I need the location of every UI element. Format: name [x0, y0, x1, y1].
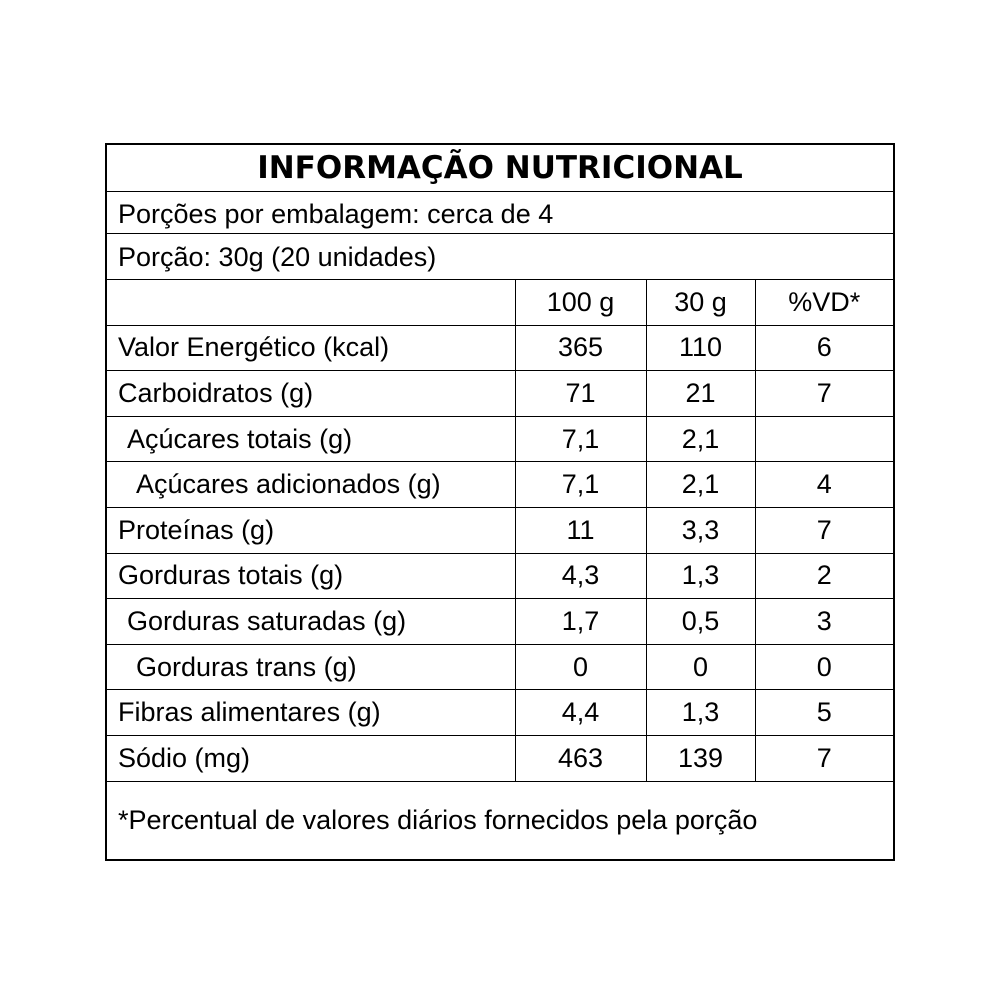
- nutrition-facts-label: [105, 143, 895, 861]
- table-row: [107, 507, 893, 553]
- daily-value-percent: 2: [755, 553, 893, 599]
- value-per-portion: 0,5: [646, 599, 755, 645]
- nutrient-name: Sódio (mg): [107, 735, 515, 781]
- value-per-100g: 11: [515, 507, 646, 553]
- nutrient-name: Gorduras saturadas (g): [107, 599, 515, 645]
- value-per-100g: 463: [515, 735, 646, 781]
- table-row: [107, 599, 893, 645]
- column-header-100g: 100 g: [515, 280, 646, 325]
- value-per-100g: 1,7: [515, 599, 646, 645]
- servings-per-package: Porções por embalagem: cerca de 4: [107, 192, 893, 234]
- table-header-row: [107, 280, 893, 325]
- daily-value-percent: 3: [755, 599, 893, 645]
- daily-value-percent: 4: [755, 462, 893, 508]
- value-per-portion: 0: [646, 644, 755, 690]
- daily-value-percent: 7: [755, 735, 893, 781]
- column-header-nutrient: [107, 280, 515, 325]
- table-row: [107, 644, 893, 690]
- daily-value-percent: [755, 416, 893, 462]
- table-row: [107, 690, 893, 736]
- daily-value-percent: 0: [755, 644, 893, 690]
- table-row: [107, 462, 893, 508]
- value-per-100g: 7,1: [515, 462, 646, 508]
- nutrient-name: Açúcares adicionados (g): [107, 462, 515, 508]
- nutrient-name: Gorduras trans (g): [107, 644, 515, 690]
- table-row: [107, 325, 893, 371]
- value-per-100g: 71: [515, 371, 646, 417]
- value-per-portion: 2,1: [646, 416, 755, 462]
- column-header-portion: 30 g: [646, 280, 755, 325]
- value-per-100g: 4,4: [515, 690, 646, 736]
- value-per-100g: 4,3: [515, 553, 646, 599]
- nutrient-name: Açúcares totais (g): [107, 416, 515, 462]
- value-per-100g: 7,1: [515, 416, 646, 462]
- nutrient-name: Gorduras totais (g): [107, 553, 515, 599]
- value-per-portion: 139: [646, 735, 755, 781]
- nutrient-name: Fibras alimentares (g): [107, 690, 515, 736]
- table-row: [107, 416, 893, 462]
- nutrient-name: Proteínas (g): [107, 507, 515, 553]
- daily-value-percent: 6: [755, 325, 893, 371]
- table-row: [107, 371, 893, 417]
- label-title: INFORMAÇÃO NUTRICIONAL: [107, 145, 893, 192]
- value-per-portion: 110: [646, 325, 755, 371]
- value-per-portion: 1,3: [646, 690, 755, 736]
- value-per-portion: 2,1: [646, 462, 755, 508]
- daily-value-percent: 5: [755, 690, 893, 736]
- footnote: *Percentual de valores diários fornecidos pela porção: [118, 805, 758, 835]
- table-row: [107, 553, 893, 599]
- value-per-portion: 3,3: [646, 507, 755, 553]
- column-header-vd: %VD*: [755, 280, 893, 325]
- daily-value-percent: 7: [755, 371, 893, 417]
- nutrient-name: Carboidratos (g): [107, 371, 515, 417]
- nutrition-table-body: [107, 325, 893, 781]
- value-per-100g: 0: [515, 644, 646, 690]
- portion-size: Porção: 30g (20 unidades): [107, 234, 893, 280]
- value-per-portion: 1,3: [646, 553, 755, 599]
- nutrient-name: Valor Energético (kcal): [107, 325, 515, 371]
- daily-value-percent: 7: [755, 507, 893, 553]
- value-per-portion: 21: [646, 371, 755, 417]
- value-per-100g: 365: [515, 325, 646, 371]
- nutrition-table: [107, 280, 893, 782]
